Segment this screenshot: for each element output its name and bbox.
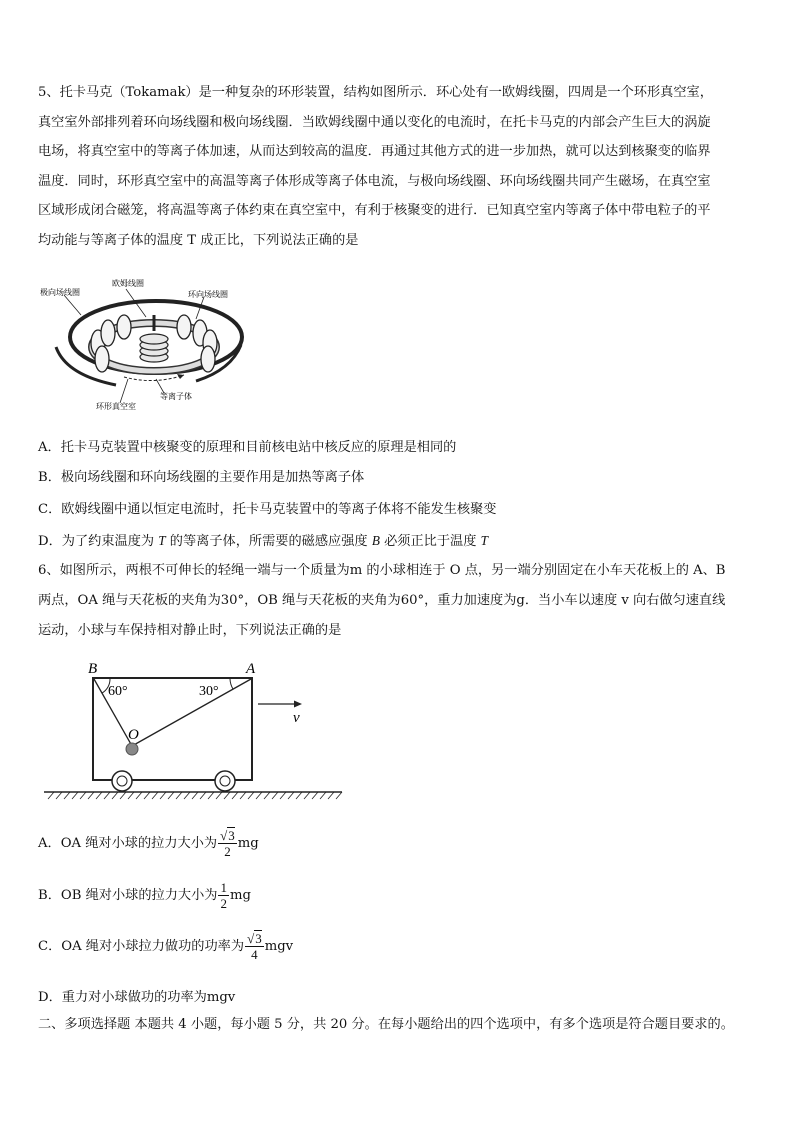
- label-point-b: B: [88, 661, 98, 677]
- q5-option-d-pre: D．为了约束温度为: [38, 534, 159, 549]
- q6-option-a-text: A．OA 绳对小球的拉力大小为: [38, 836, 218, 851]
- label-point-a: A: [246, 661, 256, 677]
- q5-option-b: B．极向场线圈和环向场线圈的主要作用是加热等离子体: [38, 470, 365, 485]
- label-plasma: 等离子体: [160, 392, 192, 401]
- q5-option-d: [38, 530, 488, 549]
- temperature-symbol-2: T: [480, 533, 488, 548]
- q5-option-a: A．托卡马克装置中核聚变的原理和目前核电站中核反应的原理是相同的: [38, 440, 457, 455]
- q5-option-d-mid2: 必须正比于温度: [379, 534, 481, 549]
- q6-option-c: [38, 931, 293, 962]
- label-poloidal-coil: 极向场线圈: [40, 288, 80, 297]
- q5-option-c: C．欧姆线圈中通以恒定电流时，托卡马克装置中的等离子体将不能发生核聚变: [38, 502, 497, 517]
- q5-line-6: 均动能与等离子体的温度 T 成正比，下列说法正确的是: [38, 232, 359, 248]
- fraction-a-numerator: 3: [228, 828, 235, 843]
- fraction-a-denominator: 2: [224, 844, 231, 859]
- fraction-c-numerator: 3: [255, 931, 262, 946]
- q5-line-4: 温度．同时，环形真空室中的高温等离子体形成等离子体电流，与极向场线圈、环向场线圈共同产生磁场，在真空室: [38, 173, 711, 189]
- temperature-symbol: T: [158, 533, 166, 548]
- fraction-b: [218, 880, 229, 911]
- label-vacuum-chamber: 环形真空室: [96, 402, 136, 411]
- label-angle-a: 30°: [199, 684, 219, 699]
- q6-option-a-unit: mg: [237, 836, 259, 851]
- field-symbol: B: [371, 533, 380, 548]
- q5-line-3: 电场，将真空室中的等离子体加速，从而达到较高的温度．再通过其他方式的进一步加热，就可以达到核聚变的临界: [38, 144, 711, 159]
- fraction-b-numerator: 1: [220, 880, 227, 895]
- question-5-stem: [38, 78, 760, 255]
- q5-line-2: 真空室外部排列着环向场线圈和极向场线圈．当欧姆线圈中通以变化的电流时，在托卡马克的内部会产生巨大的涡旋: [38, 114, 711, 130]
- label-ohmic-coil: 欧姆线圈: [112, 279, 144, 288]
- tokamak-diagram: [36, 275, 246, 415]
- q6-option-b-unit: mg: [229, 888, 251, 903]
- cart-diagram: [40, 656, 350, 806]
- fraction-b-denominator: 2: [220, 896, 227, 911]
- q6-option-d: D．重力对小球做功的功率为mgv: [38, 990, 236, 1005]
- q5-option-d-mid: 的等离子体，所需要的磁感应强度: [165, 534, 372, 549]
- label-point-o: O: [128, 727, 139, 743]
- label-toroidal-coil: 环向场线圈: [188, 290, 228, 299]
- fraction-a: $\frac{√3}{2}$: [220, 828, 235, 859]
- question-6-stem: [38, 556, 760, 646]
- q6-option-a: [38, 828, 259, 859]
- label-velocity: v: [293, 710, 300, 726]
- q6-option-b-text: B．OB 绳对小球的拉力大小为: [38, 888, 218, 903]
- q5-line-1: 5、托卡马克（Tokamak）是一种复杂的环形装置，结构如图所示．环心处有一欧姆线圈，四周是一个环形真空室，: [38, 85, 713, 100]
- q6-line-3: 运动，小球与车保持相对静止时，下列说法正确的是: [38, 623, 342, 638]
- q6-line-2: 两点，OA 绳与天花板的夹角为30°，OB 绳与天花板的夹角为60°，重力加速度为g．当小车以速度 v 向右做匀速直线: [38, 593, 726, 608]
- q6-option-c-unit: mgv: [264, 939, 294, 954]
- label-angle-b: 60°: [108, 684, 128, 699]
- q5-line-5: 区域形成闭合磁笼，将高温等离子体约束在真空室中，有利于核聚变的进行．已知真空室内等离子体中带电粒子的平: [38, 203, 711, 218]
- q6-line-1: 6、如图所示，两根不可伸长的轻绳一端与一个质量为m 的小球相连于 O 点，另一端分别固定在小车天花板上的 A、B: [38, 563, 726, 578]
- section-two-header: 二、多项选择题 本题共 4 小题，每小题 5 分，共 20 分。在每小题给出的四个选项中，有多个选项是符合题目要求的。: [38, 1017, 734, 1032]
- q6-option-b: [38, 880, 251, 911]
- q6-option-c-text: C．OA 绳对小球拉力做功的功率为: [38, 939, 245, 954]
- fraction-c-denominator: 4: [251, 947, 258, 962]
- fraction-c: $\frac{√3}{4}$: [247, 931, 262, 962]
